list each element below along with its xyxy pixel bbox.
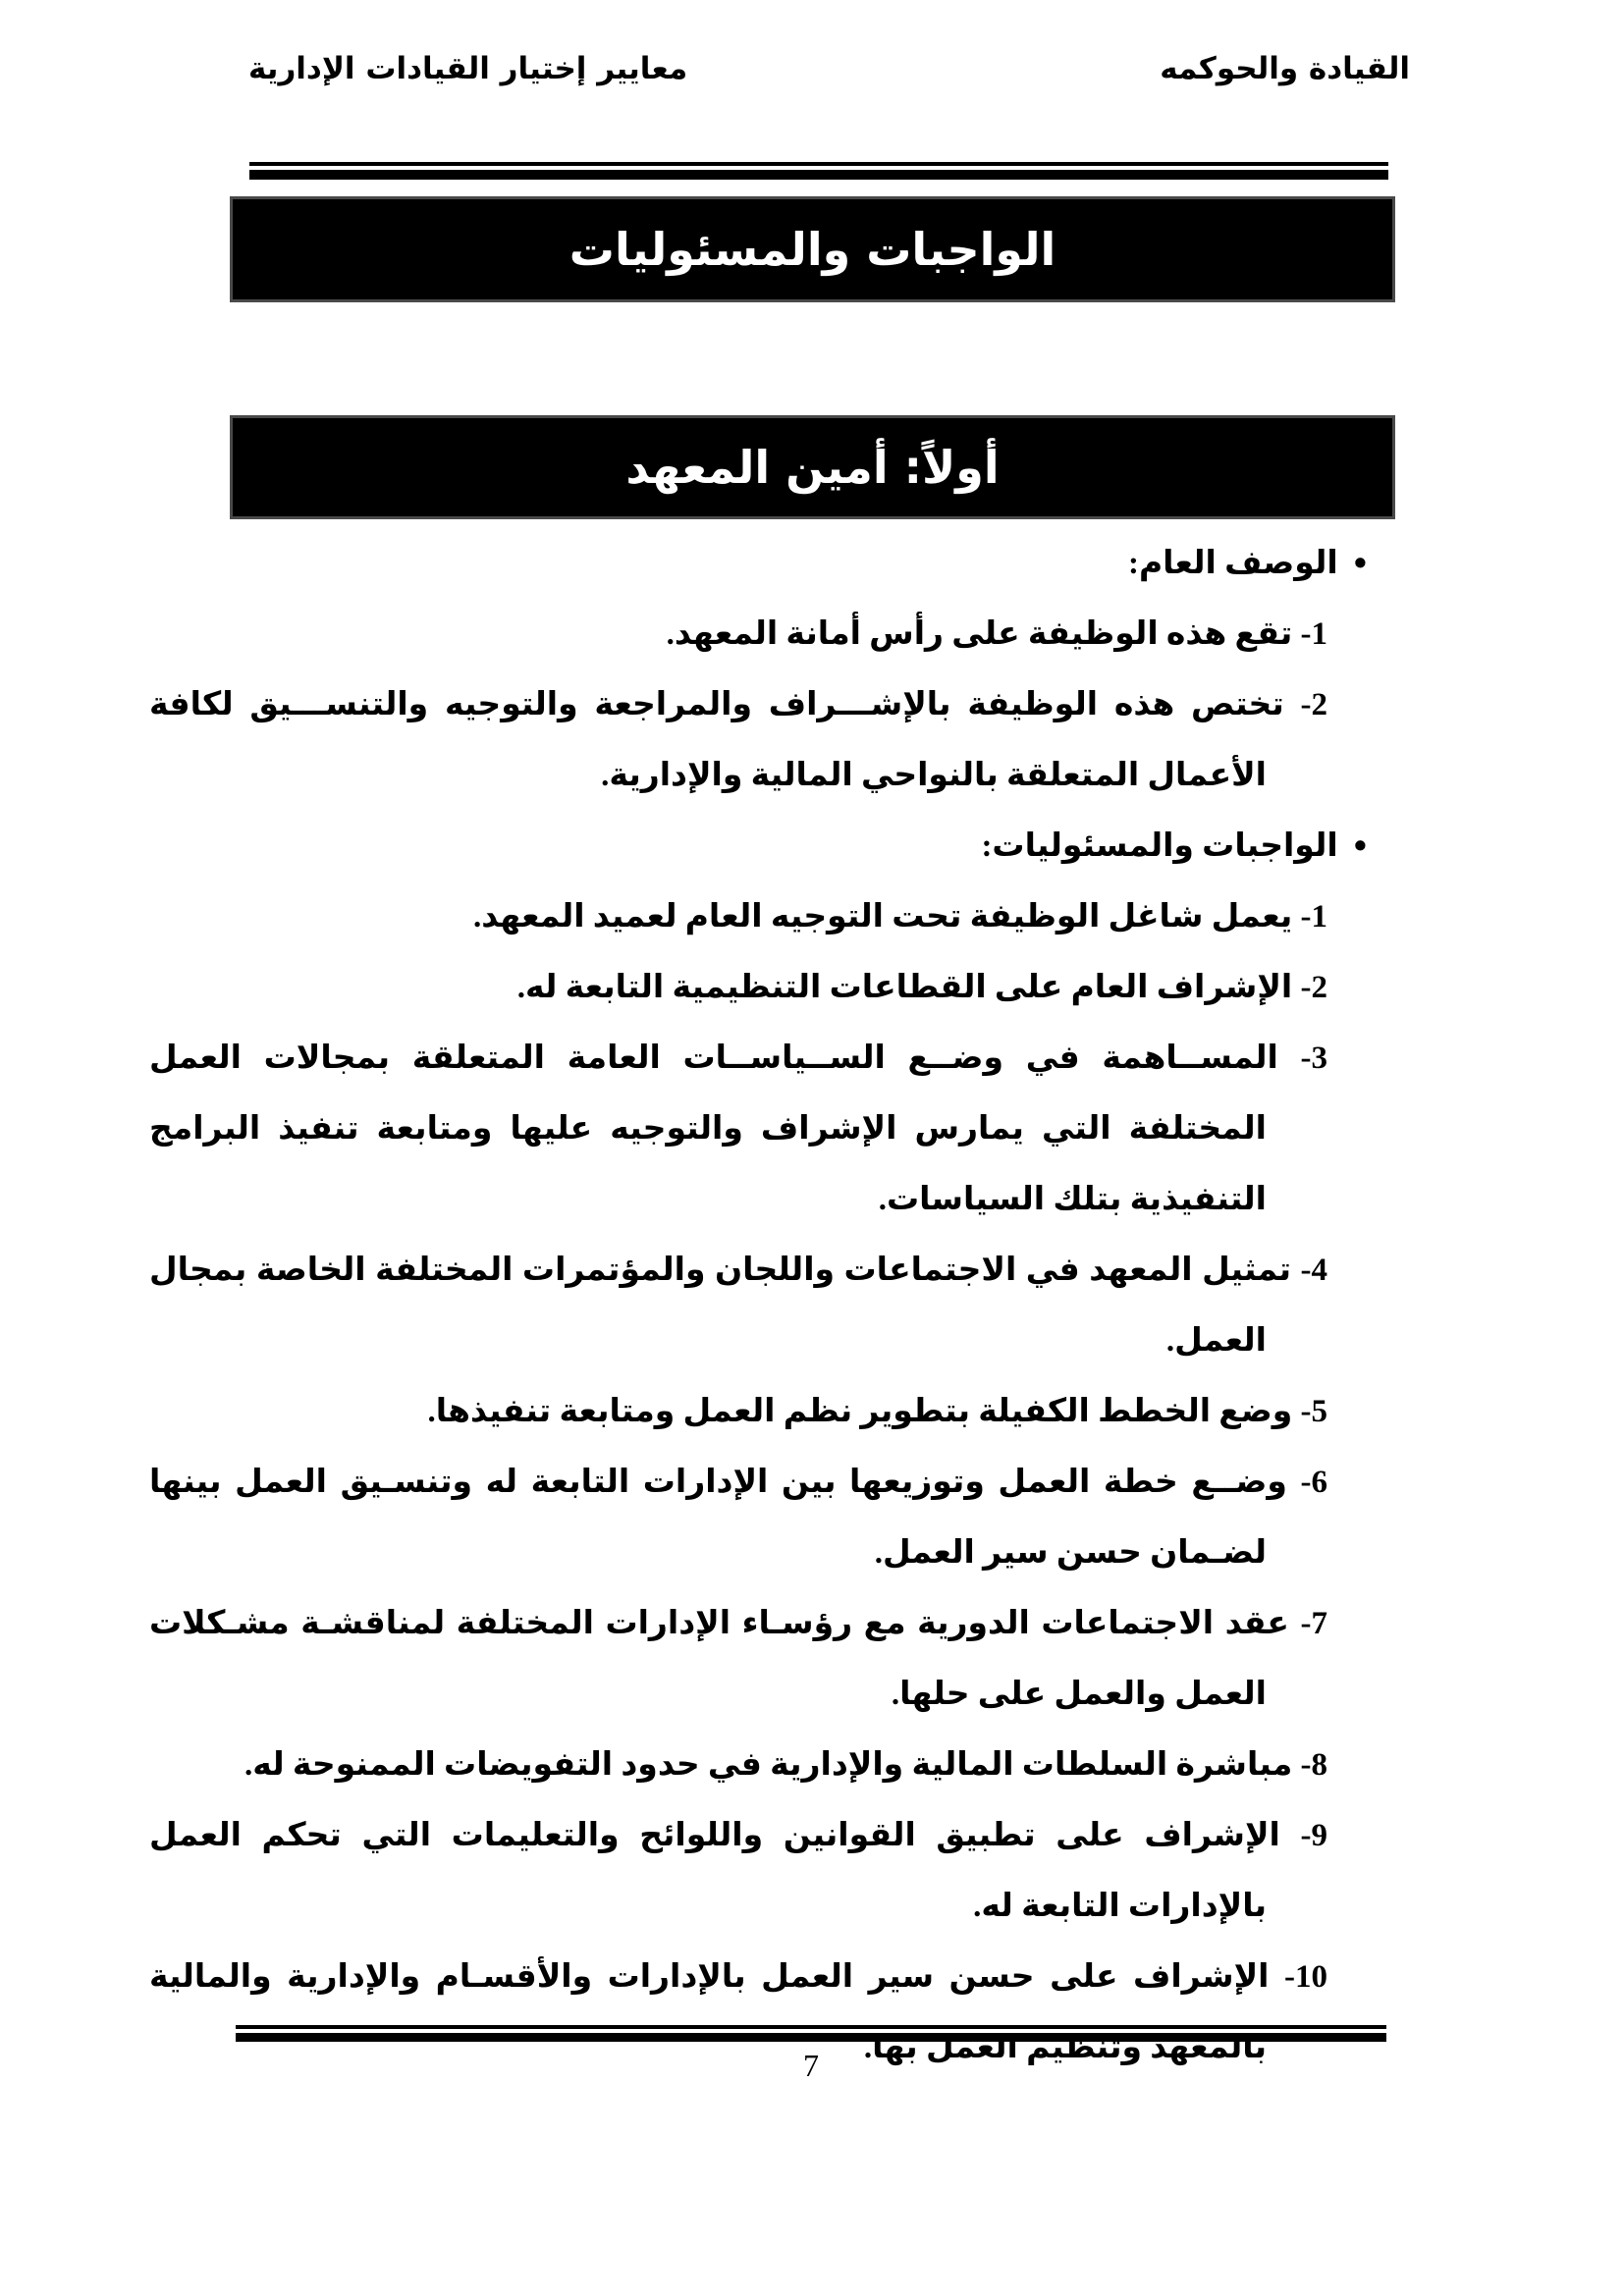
list-item [149, 1447, 1327, 1588]
item-number: 6- [1300, 1465, 1327, 1500]
sub-title-text: أولاً: أمين المعهد [625, 441, 1000, 494]
item-number: 2- [1300, 970, 1327, 1005]
bullet-icon: • [1353, 826, 1367, 867]
item-number: 8- [1300, 1747, 1327, 1783]
section-heading-label: الوصف العام: [1127, 546, 1338, 581]
item-text: يعمل شاغل الوظيفة تحت التوجيه العام لعميد المعهد. [472, 899, 1293, 934]
sub-title-banner [230, 415, 1395, 519]
item-number: 4- [1300, 1253, 1328, 1288]
item-text: عقد الاجتماعات الدورية مع رؤسـاء الإدارات المختلفة لمناقشـة مشـكلات العمل والعمل على حلها. [149, 1606, 1289, 1712]
item-text: وضــع خطة العمل وتوزيعها بين الإدارات التابعة له وتنسـيق العمل بينها لضـمان حسن سير العمل. [149, 1465, 1287, 1571]
item-text: المســاهمة في وضــع الســياســات العامة المتعلقة بمجالات العمل المختلفة التي يمارس الإشراف والتوجيه عليها ومتابعة تنفيذ البرامج التنفيذية بتلك السياسات. [149, 1041, 1278, 1217]
item-number: 3- [1300, 1041, 1327, 1076]
item-text: مباشرة السلطات المالية والإدارية في حدود التفويضات الممنوحة له. [244, 1747, 1293, 1783]
item-number: 1- [1300, 899, 1327, 934]
page-number: 7 [803, 2048, 819, 2083]
footer-rule [236, 2025, 1386, 2042]
list-item [149, 1235, 1327, 1376]
list-item [149, 1730, 1327, 1800]
section-heading-general-description [149, 528, 1367, 599]
list-item [149, 1376, 1327, 1447]
item-text: وضع الخطط الكفيلة بتطوير نظم العمل ومتابعة تنفيذها. [427, 1394, 1293, 1429]
item-text: تقع هذه الوظيفة على رأس أمانة المعهد. [666, 616, 1293, 652]
item-number: 10- [1284, 1959, 1327, 1995]
header-rule [249, 162, 1388, 180]
main-title-banner [230, 196, 1395, 302]
item-number: 1- [1300, 616, 1327, 652]
item-text: الإشراف على حسن سير العمل بالإدارات والأقسـام والإدارية والمالية بالمعهد وتنظيم العمل بها. [149, 1959, 1270, 2065]
main-title-text: الواجبات والمسئوليات [568, 223, 1056, 276]
list-item [149, 1023, 1327, 1235]
list-item [149, 952, 1327, 1023]
header-title-left: معايير إختيار القيادات الإدارية [248, 51, 688, 86]
item-number: 5- [1300, 1394, 1327, 1429]
page-header [248, 51, 1410, 86]
section-heading-label: الواجبات والمسئوليات: [981, 828, 1338, 864]
section-heading-duties [149, 811, 1367, 881]
item-text: الإشراف على تطبيق القوانين واللوائح والتعليمات التي تحكم العمل بالإدارات التابعة له. [149, 1818, 1280, 1924]
list-item [149, 669, 1327, 811]
item-text: تمثيل المعهد في الاجتماعات واللجان والمؤتمرات المختلفة الخاصة بمجال العمل. [149, 1253, 1291, 1359]
list-item [149, 881, 1327, 952]
page-content [149, 528, 1367, 2083]
list-item [149, 1588, 1327, 1730]
bullet-icon: • [1353, 543, 1367, 584]
item-number: 9- [1300, 1818, 1327, 1853]
item-text: الإشراف العام على القطاعات التنظيمية التابعة له. [516, 970, 1293, 1005]
header-title-right: القيادة والحوكمه [1160, 51, 1410, 86]
list-item [149, 599, 1327, 669]
list-item [149, 1800, 1327, 1942]
item-number: 7- [1300, 1606, 1327, 1641]
item-text: تختص هذه الوظيفة بالإشـــراف والمراجعة والتوجيه والتنســـيق لكافة الأعمال المتعلقة بالنواحي المالية والإدارية. [149, 687, 1284, 793]
item-number: 2- [1300, 687, 1327, 722]
